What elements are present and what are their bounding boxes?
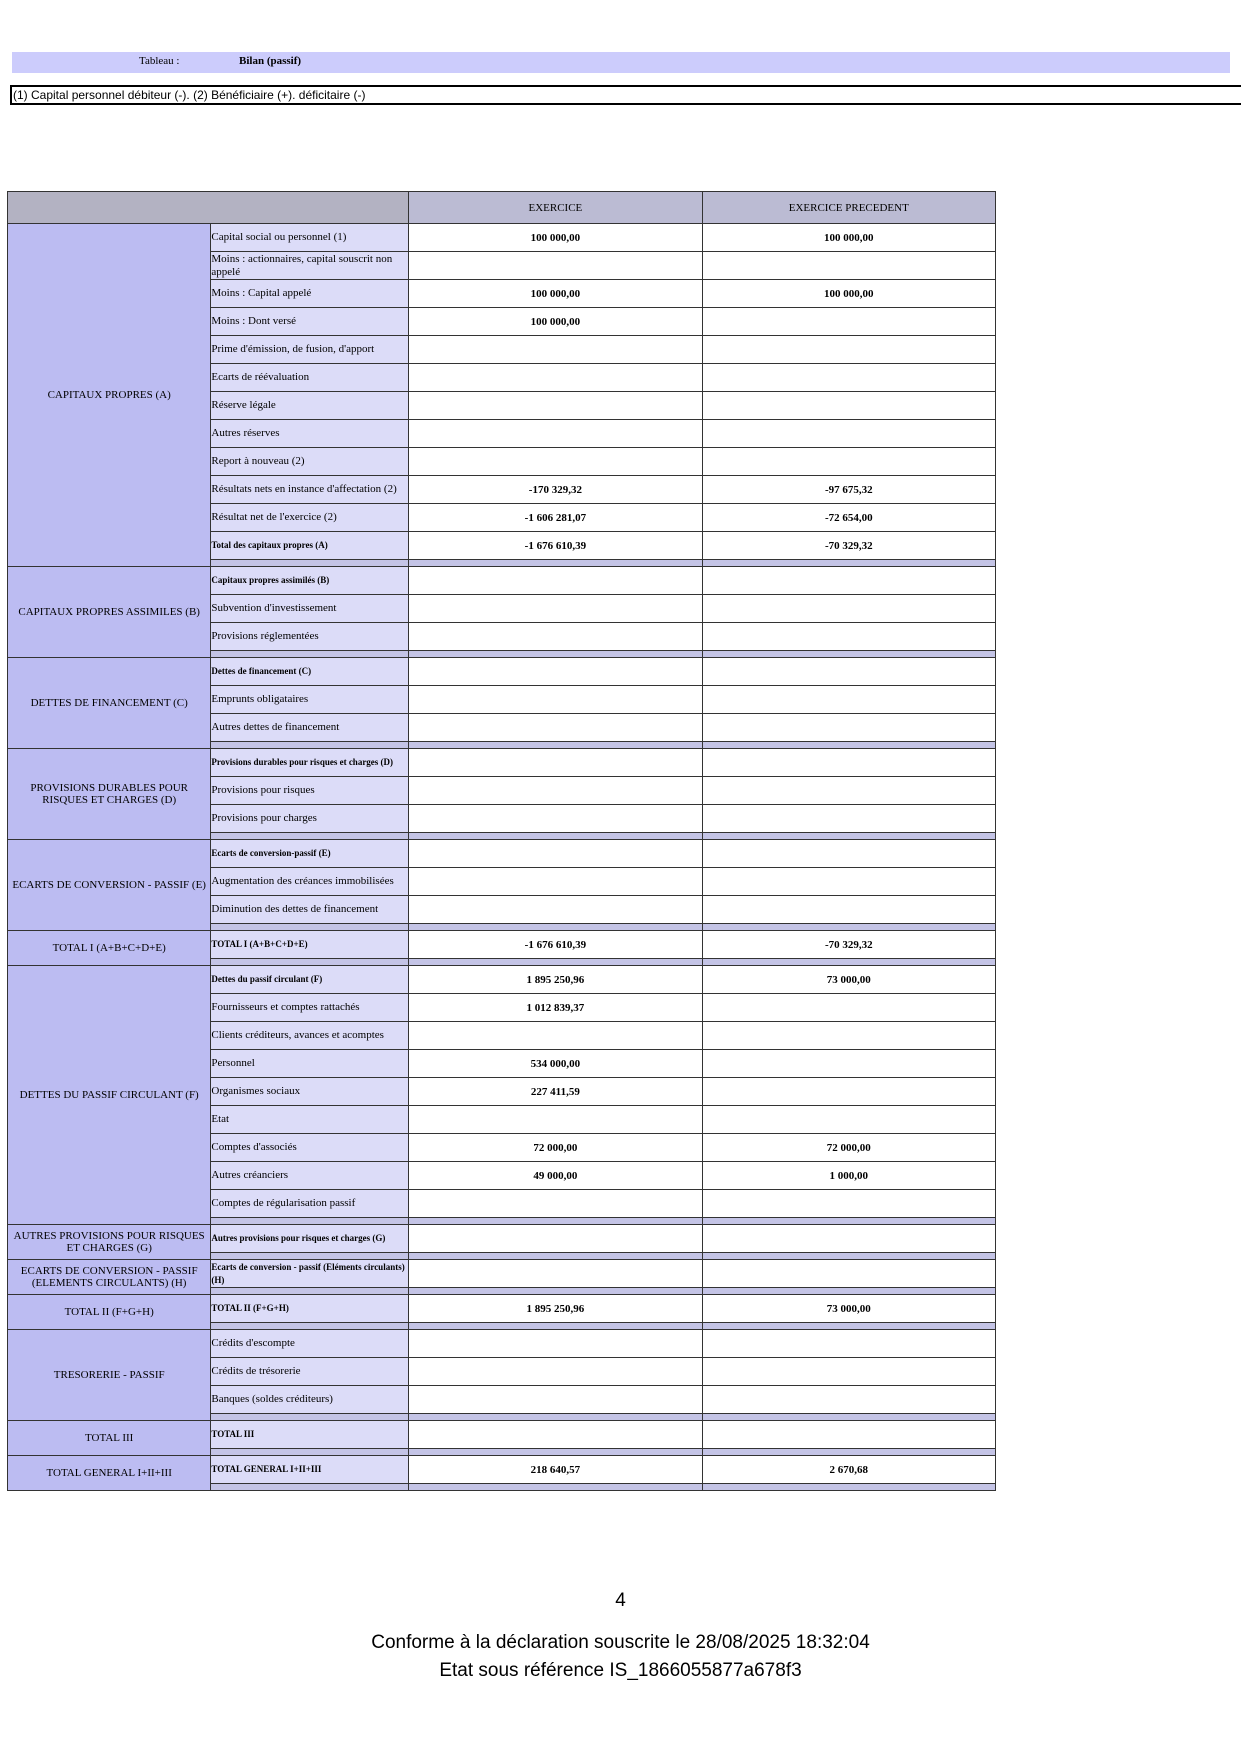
header-blank-cell [8, 192, 409, 224]
value-exercice-precedent [702, 1260, 995, 1288]
value-exercice-precedent [702, 805, 995, 833]
table-label: Tableau : [139, 55, 180, 67]
spacer-cell [409, 833, 702, 840]
spacer-cell [211, 833, 409, 840]
spacer-cell [702, 651, 995, 658]
row-label: Moins : Capital appelé [211, 280, 409, 308]
value-exercice-precedent: -72 654,00 [702, 504, 995, 532]
value-exercice [409, 714, 702, 742]
value-exercice-precedent [702, 658, 995, 686]
spacer-cell [211, 959, 409, 966]
value-exercice: 100 000,00 [409, 280, 702, 308]
row-label: Dettes du passif circulant (F) [211, 966, 409, 994]
table-row [8, 1295, 996, 1323]
value-exercice [409, 420, 702, 448]
value-exercice-precedent [702, 567, 995, 595]
table-row [8, 658, 996, 686]
value-exercice [409, 448, 702, 476]
value-exercice-precedent: 2 670,68 [702, 1456, 995, 1484]
spacer-cell [702, 924, 995, 931]
section-title: TRESORERIE - PASSIF [8, 1330, 211, 1421]
row-label: Fournisseurs et comptes rattachés [211, 994, 409, 1022]
spacer-cell [702, 742, 995, 749]
value-exercice-precedent [702, 896, 995, 924]
section-title: ECARTS DE CONVERSION - PASSIF (ELEMENTS CIRCULANTS) (H) [8, 1260, 211, 1295]
row-label: Crédits de trésorerie [211, 1358, 409, 1386]
row-label: Prime d'émission, de fusion, d'apport [211, 336, 409, 364]
spacer-cell [211, 1484, 409, 1491]
row-label: Etat [211, 1106, 409, 1134]
section-title: TOTAL III [8, 1421, 211, 1456]
spacer-cell [409, 1323, 702, 1330]
value-exercice: -1 606 281,07 [409, 504, 702, 532]
spacer-cell [409, 1288, 702, 1295]
table-row [8, 567, 996, 595]
row-label: TOTAL GENERAL I+II+III [211, 1456, 409, 1484]
row-label: TOTAL III [211, 1421, 409, 1449]
row-label: Provisions pour risques [211, 777, 409, 805]
row-label: Diminution des dettes de financement [211, 896, 409, 924]
column-header-exercice: EXERCICE [409, 192, 702, 224]
value-exercice-precedent [702, 1225, 995, 1253]
value-exercice-precedent: 73 000,00 [702, 966, 995, 994]
spacer-cell [409, 959, 702, 966]
page-number: 4 [615, 1590, 626, 1611]
section-title: TOTAL GENERAL I+II+III [8, 1456, 211, 1491]
spacer-cell [702, 560, 995, 567]
spacer-cell [409, 651, 702, 658]
value-exercice-precedent: 100 000,00 [702, 224, 995, 252]
row-label: Crédits d'escompte [211, 1330, 409, 1358]
row-label: Résultats nets en instance d'affectation (2) [211, 476, 409, 504]
row-label: Capitaux propres assimilés (B) [211, 567, 409, 595]
value-exercice [409, 777, 702, 805]
section-title: AUTRES PROVISIONS POUR RISQUES ET CHARGES (G) [8, 1225, 211, 1260]
row-label: Réserve légale [211, 392, 409, 420]
spacer-cell [702, 1218, 995, 1225]
section-title: PROVISIONS DURABLES POUR RISQUES ET CHARGES (D) [8, 749, 211, 840]
value-exercice: 1 012 839,37 [409, 994, 702, 1022]
balance-sheet-liabilities-table [7, 191, 996, 1491]
value-exercice [409, 1106, 702, 1134]
value-exercice-precedent [702, 420, 995, 448]
spacer-cell [409, 1218, 702, 1225]
table-row [8, 749, 996, 777]
value-exercice: -170 329,32 [409, 476, 702, 504]
value-exercice [409, 364, 702, 392]
value-exercice [409, 896, 702, 924]
value-exercice-precedent [702, 392, 995, 420]
value-exercice: 72 000,00 [409, 1134, 702, 1162]
spacer-cell [702, 1323, 995, 1330]
row-label: Moins : Dont versé [211, 308, 409, 336]
value-exercice [409, 1225, 702, 1253]
row-label: Provisions durables pour risques et charges (D) [211, 749, 409, 777]
spacer-cell [702, 1484, 995, 1491]
value-exercice-precedent [702, 994, 995, 1022]
table-row [8, 1421, 996, 1449]
value-exercice: -1 676 610,39 [409, 532, 702, 560]
spacer-cell [702, 1253, 995, 1260]
row-label: Comptes d'associés [211, 1134, 409, 1162]
value-exercice-precedent [702, 714, 995, 742]
row-label: Comptes de régularisation passif [211, 1190, 409, 1218]
row-label: Ecarts de conversion-passif (E) [211, 840, 409, 868]
spacer-cell [409, 742, 702, 749]
row-label: Autres dettes de financement [211, 714, 409, 742]
row-label: Report à nouveau (2) [211, 448, 409, 476]
spacer-cell [702, 959, 995, 966]
row-label: Clients créditeurs, avances et acomptes [211, 1022, 409, 1050]
value-exercice-precedent: -97 675,32 [702, 476, 995, 504]
spacer-cell [211, 1253, 409, 1260]
value-exercice [409, 1260, 702, 1288]
value-exercice-precedent [702, 308, 995, 336]
footer-reference: Etat sous référence IS_1866055877a678f3 [439, 1660, 802, 1681]
value-exercice: 218 640,57 [409, 1456, 702, 1484]
value-exercice [409, 595, 702, 623]
row-label: Banques (soldes créditeurs) [211, 1386, 409, 1414]
column-header-exercice-precedent: EXERCICE PRECEDENT [702, 192, 995, 224]
spacer-cell [211, 742, 409, 749]
spacer-cell [409, 560, 702, 567]
spacer-cell [211, 1288, 409, 1295]
value-exercice-precedent [702, 1386, 995, 1414]
row-label: TOTAL II (F+G+H) [211, 1295, 409, 1323]
value-exercice: 100 000,00 [409, 308, 702, 336]
row-label: Augmentation des créances immobilisées [211, 868, 409, 896]
value-exercice-precedent [702, 1330, 995, 1358]
row-label: Total des capitaux propres (A) [211, 532, 409, 560]
spacer-cell [702, 833, 995, 840]
value-exercice-precedent [702, 1358, 995, 1386]
row-label: Ecarts de réévaluation [211, 364, 409, 392]
spacer-cell [409, 1253, 702, 1260]
value-exercice: 227 411,59 [409, 1078, 702, 1106]
value-exercice [409, 1022, 702, 1050]
value-exercice-precedent: -70 329,32 [702, 532, 995, 560]
row-label: Autres provisions pour risques et charges (G) [211, 1225, 409, 1253]
value-exercice [409, 840, 702, 868]
value-exercice-precedent [702, 595, 995, 623]
row-label: Emprunts obligataires [211, 686, 409, 714]
row-label: Résultat net de l'exercice (2) [211, 504, 409, 532]
value-exercice [409, 1190, 702, 1218]
value-exercice [409, 805, 702, 833]
spacer-cell [409, 924, 702, 931]
value-exercice-precedent [702, 1078, 995, 1106]
spacer-cell [409, 1414, 702, 1421]
value-exercice-precedent: -70 329,32 [702, 931, 995, 959]
spacer-cell [702, 1414, 995, 1421]
value-exercice-precedent [702, 252, 995, 280]
spacer-cell [702, 1449, 995, 1456]
row-label: Moins : actionnaires, capital souscrit non appelé [211, 252, 409, 280]
table-row [8, 1330, 996, 1358]
value-exercice [409, 623, 702, 651]
value-exercice: -1 676 610,39 [409, 931, 702, 959]
value-exercice: 1 895 250,96 [409, 966, 702, 994]
row-label: Provisions pour charges [211, 805, 409, 833]
row-label: Ecarts de conversion - passif (Eléments circulants) (H) [211, 1260, 409, 1288]
value-exercice [409, 658, 702, 686]
table-row [8, 1260, 996, 1288]
value-exercice [409, 392, 702, 420]
value-exercice-precedent [702, 448, 995, 476]
section-title: DETTES DU PASSIF CIRCULANT (F) [8, 966, 211, 1225]
value-exercice [409, 868, 702, 896]
row-label: Subvention d'investissement [211, 595, 409, 623]
spacer-cell [211, 1323, 409, 1330]
table-row [8, 224, 996, 252]
table-row [8, 840, 996, 868]
value-exercice-precedent [702, 623, 995, 651]
table-title-bar [12, 52, 1230, 73]
value-exercice [409, 1421, 702, 1449]
value-exercice: 49 000,00 [409, 1162, 702, 1190]
value-exercice-precedent [702, 364, 995, 392]
value-exercice [409, 567, 702, 595]
spacer-cell [702, 1288, 995, 1295]
value-exercice [409, 1330, 702, 1358]
value-exercice-precedent: 72 000,00 [702, 1134, 995, 1162]
row-label: TOTAL I (A+B+C+D+E) [211, 931, 409, 959]
value-exercice-precedent [702, 1421, 995, 1449]
table-name: Bilan (passif) [239, 55, 302, 67]
value-exercice [409, 336, 702, 364]
value-exercice-precedent [702, 1190, 995, 1218]
table-row [8, 1225, 996, 1253]
section-title: DETTES DE FINANCEMENT (C) [8, 658, 211, 749]
table-header-row [8, 192, 996, 224]
value-exercice-precedent [702, 1106, 995, 1134]
spacer-cell [211, 1414, 409, 1421]
value-exercice-precedent [702, 336, 995, 364]
row-label: Capital social ou personnel (1) [211, 224, 409, 252]
row-label: Personnel [211, 1050, 409, 1078]
value-exercice-precedent [702, 686, 995, 714]
spacer-cell [211, 560, 409, 567]
value-exercice-precedent [702, 777, 995, 805]
value-exercice-precedent: 1 000,00 [702, 1162, 995, 1190]
footer-declaration: Conforme à la déclaration souscrite le 28/08/2025 18:32:04 [371, 1632, 870, 1653]
value-exercice [409, 1386, 702, 1414]
table-row [8, 966, 996, 994]
row-label: Organismes sociaux [211, 1078, 409, 1106]
section-title: ECARTS DE CONVERSION - PASSIF (E) [8, 840, 211, 931]
value-exercice-precedent: 100 000,00 [702, 280, 995, 308]
value-exercice: 1 895 250,96 [409, 1295, 702, 1323]
section-title: CAPITAUX PROPRES (A) [8, 224, 211, 567]
row-label: Provisions réglementées [211, 623, 409, 651]
value-exercice [409, 252, 702, 280]
value-exercice-precedent [702, 868, 995, 896]
value-exercice-precedent [702, 749, 995, 777]
row-label: Autres créanciers [211, 1162, 409, 1190]
value-exercice: 100 000,00 [409, 224, 702, 252]
section-title: TOTAL II (F+G+H) [8, 1295, 211, 1330]
spacer-cell [409, 1484, 702, 1491]
section-title: CAPITAUX PROPRES ASSIMILES (B) [8, 567, 211, 658]
section-title: TOTAL I (A+B+C+D+E) [8, 931, 211, 966]
spacer-cell [409, 1449, 702, 1456]
value-exercice-precedent [702, 1050, 995, 1078]
value-exercice-precedent [702, 1022, 995, 1050]
spacer-cell [211, 1449, 409, 1456]
spacer-cell [211, 1218, 409, 1225]
spacer-cell [211, 924, 409, 931]
value-exercice: 534 000,00 [409, 1050, 702, 1078]
value-exercice-precedent: 73 000,00 [702, 1295, 995, 1323]
table-row [8, 931, 996, 959]
value-exercice-precedent [702, 840, 995, 868]
row-label: Autres réserves [211, 420, 409, 448]
value-exercice [409, 686, 702, 714]
value-exercice [409, 749, 702, 777]
spacer-cell [211, 651, 409, 658]
row-label: Dettes de financement (C) [211, 658, 409, 686]
value-exercice [409, 1358, 702, 1386]
table-row [8, 1456, 996, 1484]
footnote-legend: (1) Capital personnel débiteur (-). (2) Bénéficiaire (+). déficitaire (-) [10, 85, 1241, 105]
